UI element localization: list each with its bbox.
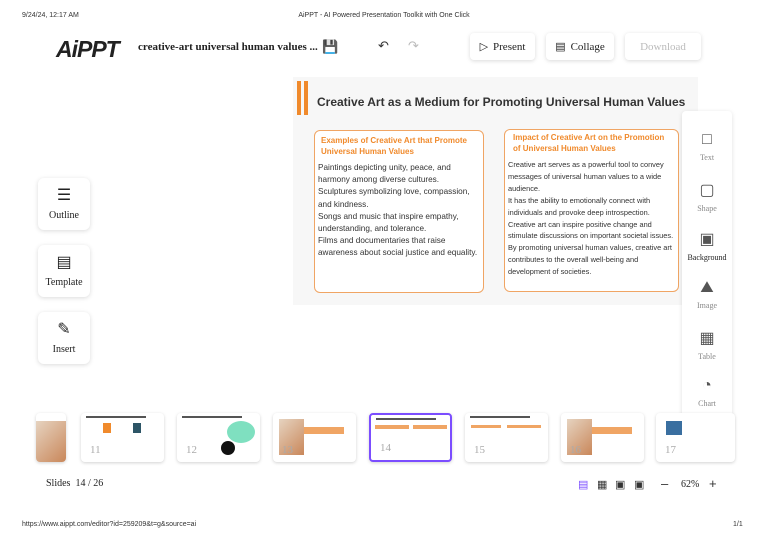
print-page-title: AiPPT - AI Powered Presentation Toolkit with One Click (298, 12, 470, 19)
right-card[interactable] (504, 129, 679, 292)
slide-thumbnail[interactable] (177, 413, 260, 462)
text-icon: □ (702, 131, 712, 148)
title-accent-bar (297, 81, 301, 115)
slide-thumbnail[interactable] (36, 413, 66, 462)
collage-icon: ▤ (555, 41, 566, 53)
zoom-in-button[interactable]: + (709, 476, 717, 491)
present-label: Present (493, 40, 526, 53)
bullet: Paintings depicting unity, peace, and harmony among diverse cultures. (318, 163, 451, 185)
download-button[interactable]: Download (625, 33, 701, 60)
slide-thumbnail[interactable] (561, 413, 644, 462)
thumbnail-number: 16 (570, 444, 581, 456)
image-label: Image (697, 301, 717, 310)
outline-label: Outline (49, 209, 79, 221)
slide-thumbnail[interactable] (81, 413, 164, 462)
save-icon[interactable]: 💾 (322, 39, 339, 54)
left-card-body (318, 162, 479, 260)
print-datetime: 9/24/24, 12:17 AM (22, 12, 79, 19)
zoom-level: 62% (681, 479, 700, 490)
table-icon: ▦ (699, 330, 715, 347)
right-card-body (508, 159, 674, 278)
shape-label: Shape (697, 204, 717, 213)
template-label: Template (45, 276, 83, 288)
collage-label: Collage (570, 40, 605, 53)
title-accent-bar (304, 81, 308, 115)
right-card-heading: Impact of Creative Art on the Promotion of Universal Human Values (513, 133, 665, 153)
fullscreen-icon[interactable]: ▣ (634, 479, 645, 491)
print-url: https://www.aippt.com/editor?id=259209&t=g&source=ai (22, 521, 197, 528)
slide-canvas[interactable] (293, 77, 698, 305)
aippt-logo[interactable]: AiPPT (56, 36, 119, 62)
slide-thumbnail[interactable] (656, 413, 735, 462)
table-label: Table (698, 352, 716, 361)
slides-label: Slides (46, 478, 71, 489)
background-label: Background (687, 253, 727, 262)
document-title[interactable]: creative-art universal human values ... (138, 41, 318, 53)
insert-icon: ✎ (57, 320, 71, 338)
bullet: By promoting universal human values, creative art contributes to the overall well-being and development of societies. (508, 243, 672, 277)
bullet: Sculptures symbolizing love, compassion, and kindness. (318, 187, 470, 209)
undo-icon[interactable]: ↶ (378, 38, 389, 53)
grid-view-icon[interactable]: ▦ (597, 479, 608, 491)
play-icon: ▷ (479, 41, 489, 53)
shape-icon: ▢ (699, 182, 715, 199)
bullet: Creative art serves as a powerful tool to convey messages of universal human values to a wide audience. (508, 160, 664, 193)
thumbnail-number: 13 (282, 444, 293, 456)
slides-count: 14 / 26 (75, 478, 104, 489)
zoom-out-button[interactable]: – (661, 476, 669, 491)
image-icon: ⛰ (700, 279, 714, 296)
left-card-heading: Examples of Creative Art that Promote Universal Human Values (321, 136, 467, 156)
text-tool[interactable] (682, 131, 732, 162)
print-page-number: 1/1 (733, 521, 743, 528)
thumbnail-number: 12 (186, 444, 197, 456)
text-label: Text (699, 153, 715, 162)
single-view-icon[interactable]: ▤ (578, 479, 589, 491)
template-icon: ▤ (56, 253, 72, 271)
template-button[interactable] (38, 245, 90, 297)
bullet: It has the ability to emotionally connect with individuals and provoke deep introspection. (508, 195, 651, 217)
slide-thumbnail[interactable] (465, 413, 548, 462)
thumbnail-number: 17 (665, 444, 676, 456)
thumbnail-number: 11 (90, 444, 101, 456)
background-tool[interactable] (682, 229, 732, 262)
thumbnail-number: 14 (380, 442, 391, 454)
shape-tool[interactable] (682, 180, 732, 213)
outline-button[interactable] (38, 178, 90, 230)
right-toolbar (682, 111, 732, 431)
bullet: Films and documentaries that raise awareness about social justice and equality. (318, 236, 478, 258)
image-tool[interactable] (682, 279, 732, 310)
collage-button[interactable] (546, 33, 614, 60)
insert-button[interactable] (38, 312, 90, 364)
outline-icon: ☰ (56, 186, 72, 204)
insert-label: Insert (52, 343, 76, 355)
background-icon: ▣ (699, 231, 715, 248)
slide-thumbnail[interactable] (273, 413, 356, 462)
table-tool[interactable] (682, 328, 732, 361)
bullet: Creative art can inspire positive change and stimulate discussions on important societal issues. (508, 219, 674, 241)
thumbnail-number: 15 (474, 444, 485, 456)
chart-tool[interactable] (682, 377, 732, 408)
slide-counter (46, 478, 103, 489)
present-button[interactable] (470, 33, 535, 60)
bullet: Songs and music that inspire empathy, understanding, and tolerance. (318, 211, 459, 234)
fit-screen-icon[interactable]: ▣ (615, 479, 626, 491)
slide-thumbnail-selected[interactable] (369, 413, 452, 462)
chart-label: Chart (698, 399, 716, 408)
left-card[interactable] (314, 130, 484, 293)
slide-title[interactable]: Creative Art as a Medium for Promoting Universal Human Values (317, 95, 686, 109)
chart-icon: ◔ (702, 377, 712, 394)
redo-icon[interactable]: ↷ (408, 38, 419, 53)
